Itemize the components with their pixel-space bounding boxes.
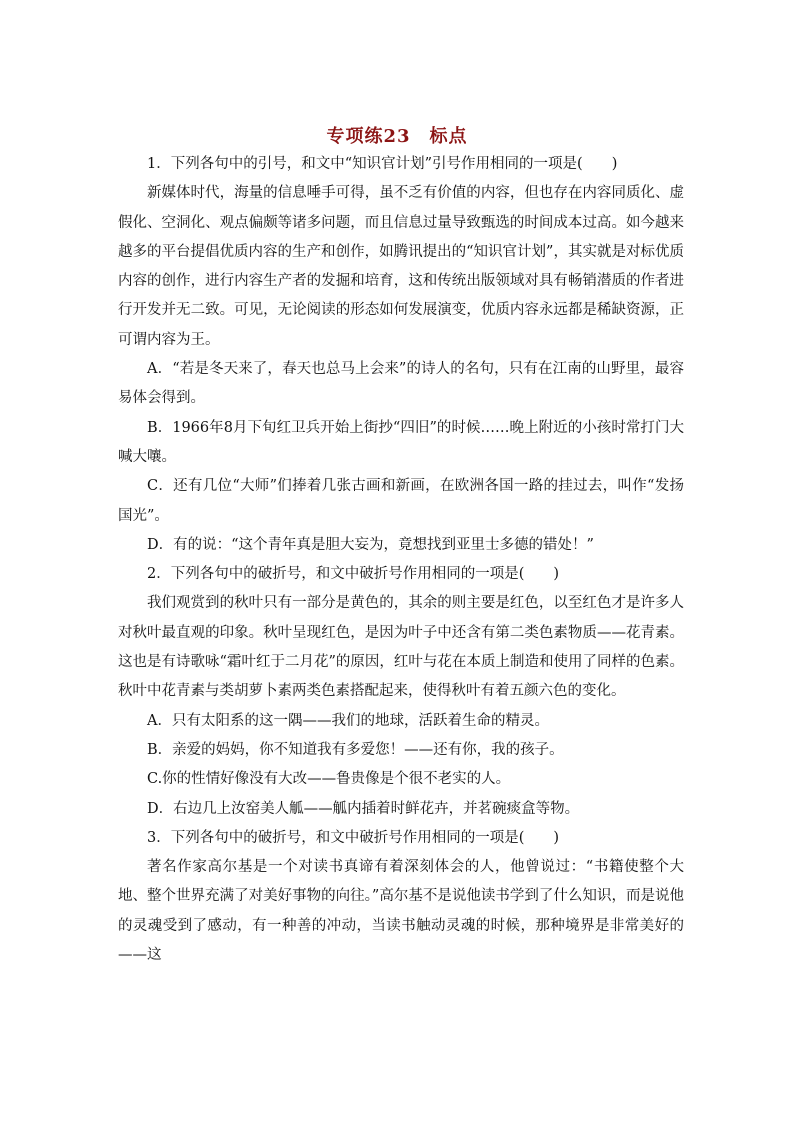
question-1-option-d: D．有的说：“这个青年真是胆大妄为，竟想找到亚里士多德的错处！” bbox=[147, 536, 594, 553]
question-2-stem: 2．下列各句中的破折号，和文中破折号作用相同的一项是( ) bbox=[147, 566, 560, 583]
question-1-option-b: B．1966年8月下旬红卫兵开始上街抄“四旧”的时候……晚上附近的小孩时常打门大喊大嚷。 bbox=[118, 419, 684, 465]
page-title: 专项练23 标点 bbox=[326, 126, 468, 147]
question-1-option-c: C．还有几位“大师”们捧着几张古画和新画，在欧洲各国一路的挂过去，叫作“发扬国光”。 bbox=[118, 478, 684, 524]
question-1-option-a: A．“若是冬天来了，春天也总马上会来”的诗人的名句，只有在江南的山野里，最容易体会得到。 bbox=[118, 361, 684, 407]
question-3-stem: 3．下列各句中的破折号，和文中破折号作用相同的一项是( ) bbox=[147, 829, 560, 846]
question-2-option-c: C.你的性情好像没有大改——鲁贵像是个很不老实的人。 bbox=[147, 771, 511, 788]
question-2-option-d: D．右边几上汝窑美人觚——觚内插着时鲜花卉，并茗碗痰盒等物。 bbox=[147, 800, 580, 817]
question-3-passage: 著名作家高尔基是一个对读书真谛有着深刻体会的人，他曾说过：“书籍使整个大地、整个世界充满了对美好事物的向往。”高尔基不是说他读书学到了什么知识，而是说他的灵魂受到了感动，有一种善的冲动，当读书触动灵魂的时候，那种境界是非常美好的——这 bbox=[118, 859, 684, 964]
question-2-option-a: A．只有太阳系的这一隅——我们的地球，活跃着生命的精灵。 bbox=[147, 712, 549, 729]
question-2-passage: 我们观赏到的秋叶只有一部分是黄色的，其余的则主要是红色，以至红色才是许多人对秋叶最直观的印象。秋叶呈现红色，是因为叶子中还含有第二类色素物质——花青素。这也是有诗歌咏“霜叶红于二月花”的原因，红叶与花在本质上制造和使用了同样的色素。秋叶中花青素与类胡萝卜素两类色素搭配起来，使得秋叶有着五颜六色的变化。 bbox=[118, 595, 684, 700]
question-1-passage: 新媒体时代，海量的信息唾手可得，虽不乏有价值的内容，但也存在内容同质化、虚假化、空洞化、观点偏颇等诸多问题，而且信息过量导致甄选的时间成本过高。如今越来越多的平台提倡优质内容的生产和创作，如腾讯提出的“知识官计划”，其实就是对标优质内容的创作，进行内容生产者的发掘和培育，这和传统出版领域对具有畅销潜质的作者进行开发并无二致。可见，无论阅读的形态如何发展演变，优质内容永远都是稀缺资源，正可谓内容为王。 bbox=[118, 185, 684, 348]
question-1-stem: 1．下列各句中的引号，和文中“知识官计划”引号作用相同的一项是( ) bbox=[147, 156, 618, 172]
document-body bbox=[118, 150, 684, 970]
question-2-option-b: B．亲爱的妈妈，你不知道我有多爱您！——还有你，我的孩子。 bbox=[147, 741, 564, 758]
